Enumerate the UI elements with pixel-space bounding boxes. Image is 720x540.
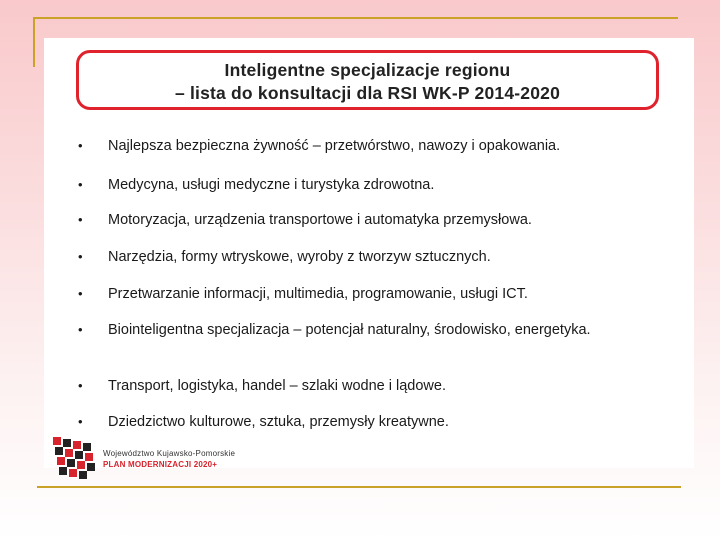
title-box [76, 50, 659, 110]
list-item-text: Motoryzacja, urządzenia transportowe i automatyka przemysłowa. [108, 212, 532, 228]
logo-mosaic [53, 437, 95, 479]
bullet: • [78, 177, 83, 192]
list-item-text: Medycyna, usługi medyczne i turystyka zdrowotna. [108, 177, 435, 193]
logo-caption [103, 448, 235, 470]
list-item-text: Przetwarzanie informacji, multimedia, programowanie, usługi ICT. [108, 286, 528, 302]
list-item-text: Biointeligentna specjalizacja – potencjał naturalny, środowisko, energetyka. [108, 322, 591, 338]
bullet: • [78, 212, 83, 227]
bullet: • [78, 378, 83, 393]
list-item-text: Narzędzia, formy wtryskowe, wyroby z tworzyw sztucznych. [108, 249, 491, 265]
slide-content [44, 38, 694, 468]
logo-caption-region: Województwo Kujawsko-Pomorskie [103, 449, 236, 458]
region-logo-icon [51, 435, 97, 481]
bullet: • [78, 414, 83, 429]
list-item-text: Dziedzictwo kulturowe, sztuka, przemysły kreatywne. [108, 414, 449, 430]
title-line-1: Inteligentne specjalizacje regionu [224, 60, 511, 80]
bullet: • [78, 322, 83, 337]
list-item-text: Transport, logistyka, handel – szlaki wodne i lądowe. [108, 378, 446, 394]
bullet: • [78, 138, 83, 153]
frame-bottom-line [37, 486, 681, 488]
list-item-text: Najlepsza bezpieczna żywność – przetwórstwo, nawozy i opakowania. [108, 138, 561, 154]
frame-top-line [33, 17, 678, 19]
bullet: • [78, 286, 83, 301]
title-line-2: – lista do konsultacji dla RSI WK-P 2014-2020 [174, 83, 561, 103]
bullet: • [78, 249, 83, 264]
logo-caption-plan: PLAN MODERNIZACJI 2020+ [103, 460, 218, 469]
frame-left-line [33, 17, 35, 67]
